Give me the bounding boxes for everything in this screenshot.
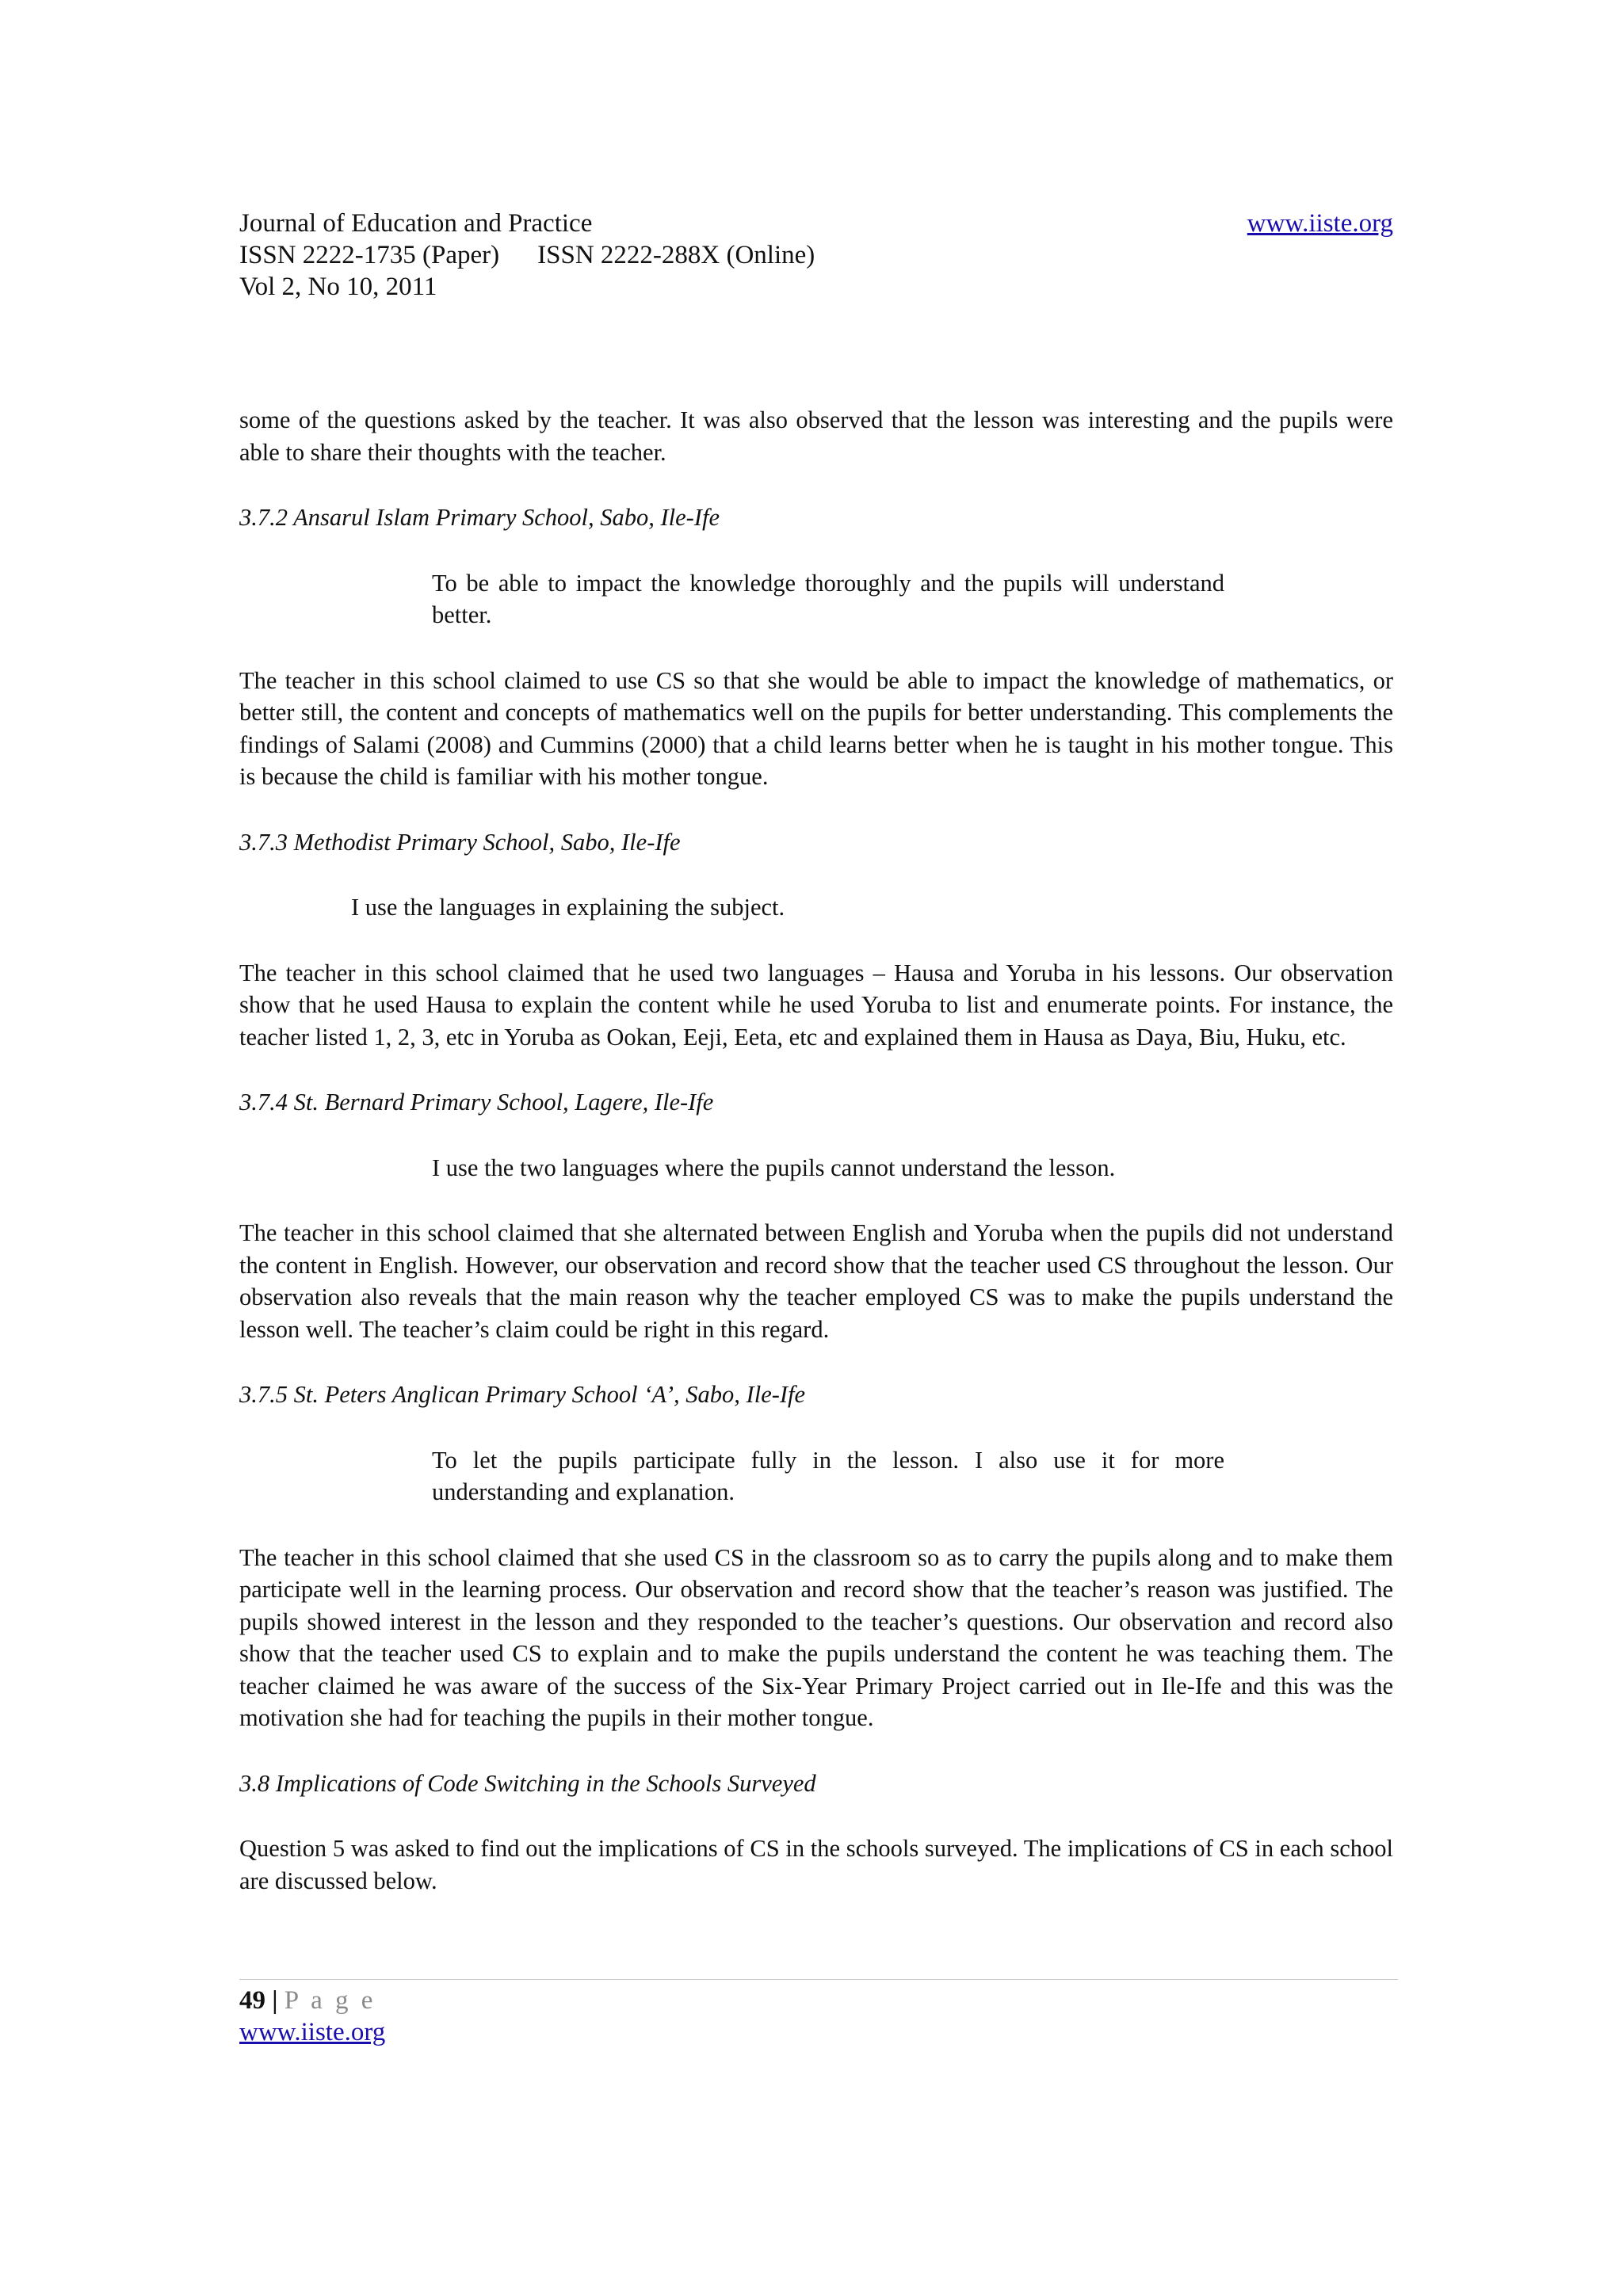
section-heading-3-7-4: 3.7.4 St. Bernard Primary School, Lagere, Ile-Ife (239, 1089, 714, 1116)
teacher-quote-3-7-5: To let the pupils participate fully in the lesson. I also use it for more understanding and explanation. (432, 1446, 1224, 1505)
page-number: 49 (239, 1986, 265, 2015)
teacher-quote-3-7-4: I use the two languages where the pupils cannot understand the lesson. (432, 1154, 1116, 1181)
header-website-link[interactable]: www.iiste.org (1247, 209, 1393, 238)
paragraph-3-8: Question 5 was asked to find out the implications of CS in the schools surveyed. The implications of CS in each school are discussed below. (239, 1835, 1393, 1894)
paragraph-3-7-3: The teacher in this school claimed that he used two languages – Hausa and Yoruba in his lessons. Our observation show that he used Hausa to explain the content while he used Yoruba to list and enumerate points. For instance, the teacher listed 1, 2, 3, etc in Yoruba as Ookan, Eeji, Eeta, etc and explained them in Hausa as Daya, Biu, Huku, etc. (239, 959, 1393, 1051)
teacher-quote-3-7-3: I use the languages in explaining the subject. (351, 894, 785, 921)
page-separator: | (272, 1986, 278, 2015)
paragraph-3-7-2: The teacher in this school claimed to use CS so that she would be able to impact the knowledge of mathematics, or better still, the content and concepts of mathematics well on the pupils for better understanding. This complements the findings of Salami (2008) and Cummins (2000) that a child learns better when he is taught in his mother tongue. This is because the child is familiar with his mother tongue. (239, 666, 1393, 790)
section-heading-3-8: 3.8 Implications of Code Switching in the Schools Surveyed (239, 1769, 816, 1797)
page-footer (239, 1979, 1398, 2048)
volume-info: Vol 2, No 10, 2011 (239, 273, 437, 301)
issn-online: ISSN 2222-288X (Online) (537, 241, 815, 269)
journal-title: Journal of Education and Practice (239, 209, 593, 238)
section-heading-3-7-2: 3.7.2 Ansarul Islam Primary School, Sabo, Ile-Ife (239, 504, 720, 531)
footer-website-link[interactable]: www.iiste.org (239, 2018, 386, 2046)
paragraph-3-7-5: The teacher in this school claimed that she used CS in the classroom so as to carry the pupils along and to make them participate well in the learning process. Our observation and record show that the teacher’s reason was justified. The pupils showed interest in the lesson and they responded to the teacher’s questions. Our observation and record also show that the teacher used CS to explain and to make the pupils understand the content he was teaching them. The teacher claimed he was aware of the success of the Six-Year Primary Project carried out in Ile-Ife and this was the motivation she had for teaching the pupils in their mother tongue. (239, 1543, 1393, 1731)
paragraph-3-7-4: The teacher in this school claimed that she alternated between English and Yoruba when the pupils did not understand the content in English. However, our observation and record show that the teacher used CS throughout the lesson. Our observation also reveals that the main reason why the teacher employed CS was to make the pupils understand the lesson well. The teacher’s claim could be right in this regard. (239, 1219, 1393, 1343)
article-body (239, 404, 1393, 1930)
issn-paper: ISSN 2222-1735 (Paper) (239, 241, 500, 269)
footer-divider (239, 1979, 1398, 1980)
section-heading-3-7-5: 3.7.5 St. Peters Anglican Primary School ‘A’, Sabo, Ile-Ife (239, 1381, 806, 1408)
section-heading-3-7-3: 3.7.3 Methodist Primary School, Sabo, Ile-Ife (239, 828, 681, 856)
paragraph-intro: some of the questions asked by the teacher. It was also observed that the lesson was interesting and the pupils were able to share their thoughts with the teacher. (239, 406, 1393, 466)
page-header (239, 208, 1393, 303)
page-number-line (239, 1985, 1398, 2016)
page-label: P a g e (284, 1986, 376, 2015)
issn-line (239, 239, 1393, 271)
teacher-quote-3-7-2: To be able to impact the knowledge thoroughly and the pupils will understand better. (432, 569, 1224, 628)
